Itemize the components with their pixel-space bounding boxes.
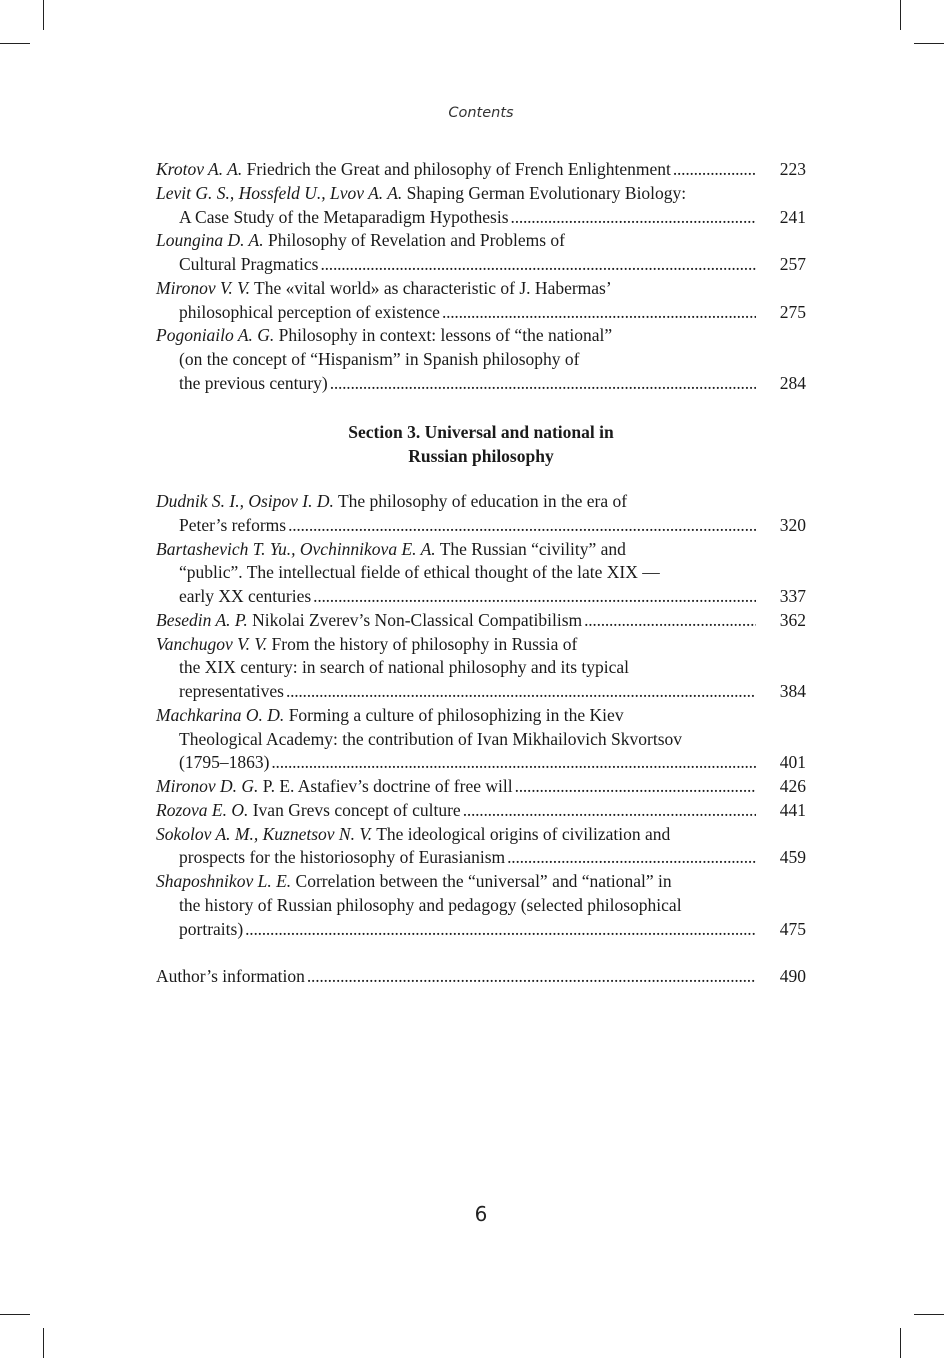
toc-entry-line [156,538,806,562]
toc-entry-line [156,585,806,609]
page-number: 6 [474,1202,488,1226]
toc-entry-title: “public”. The intellectual fielde of ethical thought of the late XIX — [179,562,660,583]
toc-block-3 [156,965,806,989]
dot-leader [321,253,757,277]
section-heading [0,420,944,468]
toc-entry-author: Krotov A. A. [156,159,243,179]
toc-entry-line [156,799,806,823]
toc-entry-title: The philosophy of education in the era of [333,491,628,511]
toc-entry-title: The «vital world» as characteristic of J. Habermas’ [250,277,612,298]
toc-entry-title: Theological Academy: the contribution of Ivan Mikhailovich Skvortsov [179,728,683,749]
running-head: Contents [448,105,514,121]
toc-entry-line [156,704,806,728]
crop-mark [900,1328,901,1358]
dot-leader [673,158,756,182]
toc-entry[interactable] [156,870,806,941]
toc-entry-line [156,514,806,538]
section-heading-line-1: Section 3. Universal and national in [348,422,614,442]
toc-entry-line [156,728,806,752]
toc-block-2 [156,490,806,941]
dot-leader [584,609,756,633]
crop-mark [43,0,44,30]
toc-entry-author: Loungina D. A. [156,230,264,251]
toc-entry-title: prospects for the historiosophy of Eurasianism [179,847,506,868]
toc-entry-title: early XX centuries [179,586,312,606]
toc-entry-title: Forming a culture of philosophizing in the Kiev [284,704,624,725]
toc-entry-title: Philosophy of Revelation and Problems of [263,230,565,251]
dot-leader [245,918,756,942]
toc-entry-line [156,965,806,989]
toc-entry-page: 337 [779,586,806,606]
toc-entry-author: Bartashevich T. Yu., Ovchinnikova E. A. [156,538,436,559]
toc-entry-line [156,348,806,372]
toc-entry-title: Nikolai Zverev’s Non-Classical Compatibilism [247,609,583,630]
toc-entry-line [156,775,806,799]
toc-entry-title: philosophical perception of existence [179,301,440,322]
toc-entry-title: portraits) [179,918,244,939]
toc-entry-line [156,490,806,514]
toc-entry-title: Cultural Pragmatics [179,254,319,274]
toc-entry-line [156,182,806,206]
toc-entry-title: the previous century) [179,372,328,393]
crop-mark [43,1328,44,1358]
toc-entry-page: 384 [779,681,806,701]
toc-entry-line [156,206,806,230]
toc-entry-line [156,609,806,633]
toc-entry-title: Philosophy in context: lessons of “the national” [274,325,613,346]
toc-entry[interactable] [156,609,806,633]
toc-entry-line [156,751,806,775]
toc-entry-line [156,656,806,680]
toc-entry-title: Author’s information [156,966,305,986]
toc-entry-title: Shaping German Evolutionary Biology: [402,182,687,203]
toc-entry-page: 490 [779,966,806,986]
dot-leader [288,514,756,538]
toc-entry-title: Friedrich the Great and philosophy of French Enlightenment [242,159,671,179]
crop-mark [900,0,901,30]
toc-entry-title: Correlation between the “universal” and “national” in [291,871,672,891]
toc-entry-line [156,870,806,894]
toc-entry-line [156,324,806,348]
toc-entry[interactable] [156,324,806,395]
toc-entry[interactable] [156,799,806,823]
toc-entry-line [156,894,806,918]
toc-entry-author: Mironov V. V. [156,277,250,298]
toc-entry[interactable] [156,775,806,799]
toc-entry-page: 362 [779,609,806,630]
toc-entry-page: 401 [779,752,806,773]
dot-leader [307,965,756,989]
toc-entry[interactable] [156,704,806,775]
toc-entry-page: 320 [779,514,806,535]
toc-entry-page: 284 [779,372,806,393]
toc-entry-line [156,918,806,942]
dot-leader [515,775,756,799]
toc-entry-title: the XIX century: in search of national philosophy and its typical [179,657,630,678]
dot-leader [330,372,756,396]
dot-leader [463,799,756,823]
toc-entry-page: 241 [779,206,806,227]
toc-entry[interactable] [156,633,806,704]
toc-entry-line [156,846,806,870]
toc-entry-line [156,253,806,277]
toc-entry-author: Shaposhnikov L. E. [156,871,292,891]
toc-entry-title: the history of Russian philosophy and pedagogy (selected philosophical [179,894,682,915]
toc-entry[interactable] [156,965,806,989]
toc-entry-author: Machkarina O. D. [156,704,285,725]
dot-leader [442,301,756,325]
toc-entry[interactable] [156,158,806,182]
crop-mark [0,43,30,44]
crop-mark [914,43,944,44]
toc-entry-author: Dudnik S. I., Osipov I. D. [156,491,334,511]
toc-entry-page: 257 [779,254,806,274]
toc-entry-author: Sokolov A. M., Kuznetsov N. V. [156,823,373,844]
dot-leader [511,206,756,230]
toc-entry-title: (on the concept of “Hispanism” in Spanish philosophy of [179,349,580,369]
toc-entry-page: 275 [779,301,806,322]
toc-entry-title: Peter’s reforms [179,514,287,535]
toc-entry-title: P. E. Astafiev’s doctrine of free will [258,776,513,796]
toc-entry-title: From the history of philosophy in Russia of [267,633,578,654]
toc-entry-title: The Russian “civility” and [435,538,626,559]
toc-entry-page: 475 [779,918,806,939]
dot-leader [507,846,756,870]
crop-mark [914,1314,944,1315]
toc-entry-line [156,680,806,704]
toc-entry-title: The ideological origins of civilization and [372,823,671,844]
toc-entry-line [156,277,806,301]
toc-entry-author: Mironov D. G. [156,776,259,796]
toc-entry-line [156,301,806,325]
toc-entry-title: A Case Study of the Metaparadigm Hypothesis [179,206,509,227]
crop-mark [0,1314,30,1315]
toc-block-1 [156,158,806,396]
toc-entry-line [156,158,806,182]
toc-entry-author: Pogoniailo A. G. [156,325,275,346]
toc-entry-title: representatives [179,681,284,701]
toc-entry-title: (1795–1863) [179,752,270,773]
dot-leader [286,680,756,704]
toc-entry-line [156,229,806,253]
toc-entry-line [156,823,806,847]
toc-entry-author: Levit G. S., Hossfeld U., Lvov A. A. [156,182,403,203]
toc-entry-author: Vanchugov V. V. [156,633,268,654]
toc-entry[interactable] [156,538,806,609]
toc-entry-page: 459 [779,847,806,868]
toc-entry[interactable] [156,229,806,277]
toc-entry-title: Ivan Grevs concept of culture [248,799,461,820]
toc-entry-page: 441 [779,799,806,820]
toc-entry-author: Besedin A. P. [156,609,248,630]
toc-entry-line [156,633,806,657]
toc-entry[interactable] [156,182,806,230]
toc-entry-page: 426 [779,776,806,796]
toc-entry[interactable] [156,823,806,871]
toc-entry[interactable] [156,490,806,538]
toc-entry[interactable] [156,277,806,325]
toc-entry-page: 223 [779,159,806,179]
dot-leader [271,751,756,775]
toc-entry-line [156,561,806,585]
section-heading-line-2: Russian philosophy [408,446,554,466]
toc-entry-line [156,372,806,396]
toc-entry-author: Rozova E. O. [156,799,249,820]
dot-leader [313,585,756,609]
